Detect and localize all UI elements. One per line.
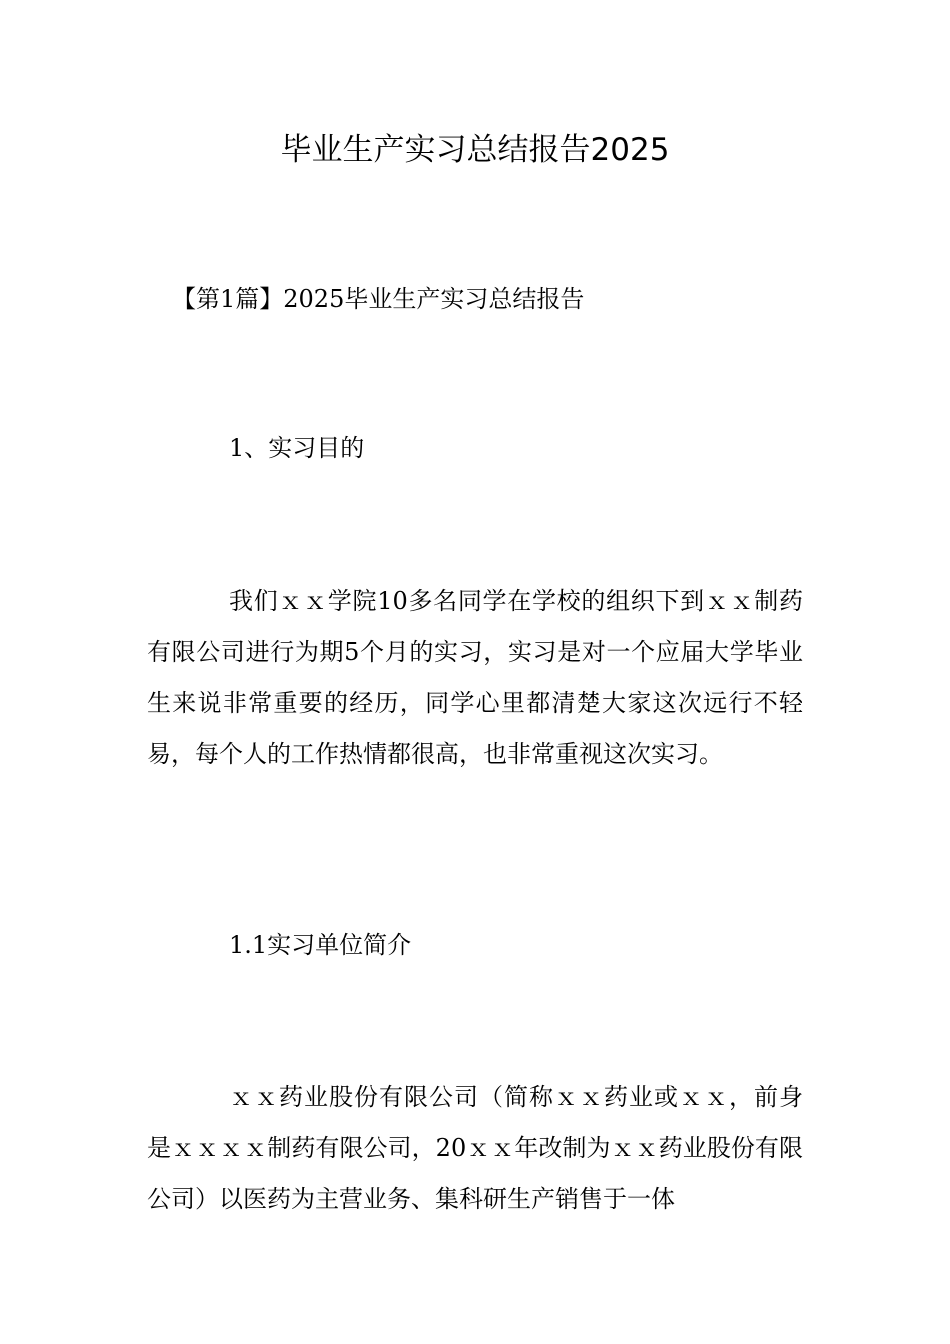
section-heading-purpose: 1、实习目的 [229,434,365,462]
paragraph-company-intro: ｘｘ药业股份有限公司（简称ｘｘ药业或ｘｘ，前身是ｘｘｘｘ制药有限公司，20ｘｘ年改制为ｘｘ药业股份有限公司）以医药为主营业务、集科研生产销售于一体 [147,1083,803,1213]
section-heading-company-intro: 1.1实习单位简介 [229,931,412,959]
chapter-heading: 【第1篇】2025毕业生产实习总结报告 [172,285,585,313]
document-title: 毕业生产实习总结报告2025 [280,132,670,168]
paragraph-purpose: 我们ｘｘ学院10多名同学在学校的组织下到ｘｘ制药有限公司进行为期5个月的实习，实习是对一个应届大学毕业生来说非常重要的经历，同学心里都清楚大家这次远行不轻易，每个人的工作热情都很高，也非常重视这次实习。 [147,587,803,768]
